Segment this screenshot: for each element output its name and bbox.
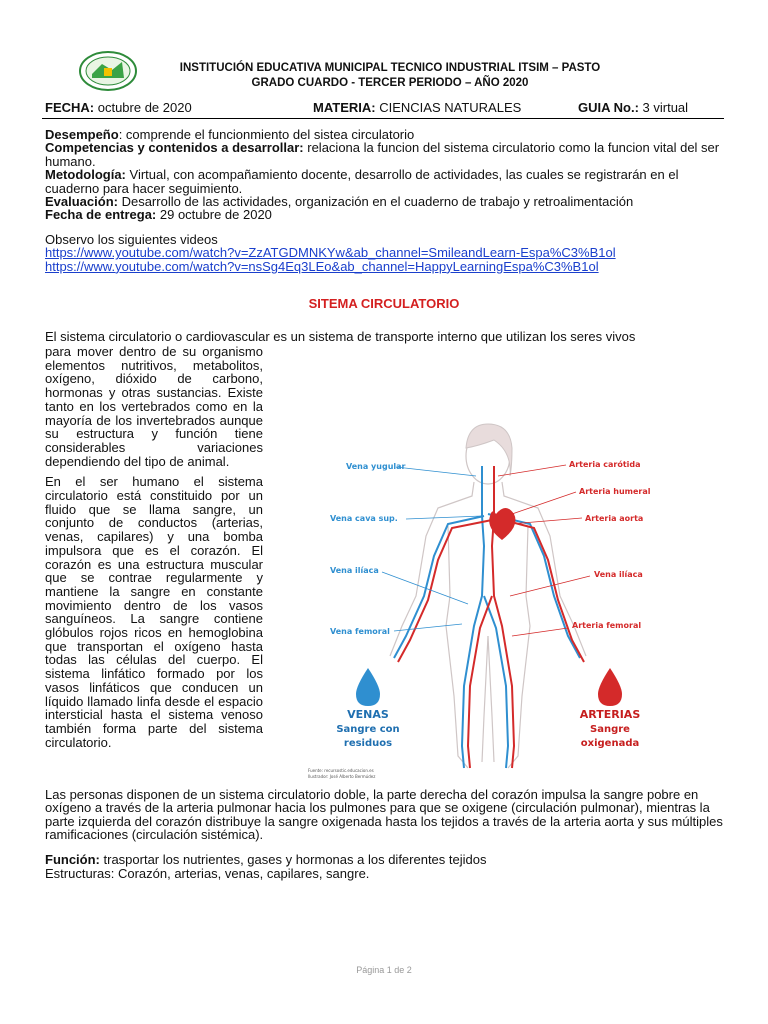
- venas-sub1: Sangre con: [336, 724, 400, 735]
- page-number: Página 1 de 2: [356, 965, 412, 975]
- label-arteria-carotida: Arteria carótida: [569, 460, 641, 469]
- competencias-line: Competencias y contenidos a desarrollar: relaciona la funcion del sistema circulatorio como la funcion vital del ser humano.: [45, 140, 720, 169]
- figure-source-1: Fuente: recursostic.educacion.es: [308, 768, 374, 773]
- veins: [394, 466, 580, 768]
- label-vena-iliaca-left: Vena ilíaca: [330, 566, 379, 575]
- venas-title: VENAS: [347, 708, 389, 721]
- funcion-line: Función: trasportar los nutrientes, gases y hormonas a los diferentes tejidos: [45, 852, 487, 867]
- fecha-field: FECHA: octubre de 2020: [45, 100, 192, 115]
- blue-drop-icon: [356, 668, 380, 706]
- details-block: [45, 128, 725, 222]
- video-link-2[interactable]: https://www.youtube.com/watch?v=nsSg4Eq3LEo&ab_channel=HappyLearningEspa%C3%B1ol: [45, 258, 599, 274]
- materia-field: MATERIA: CIENCIAS NATURALES: [313, 100, 522, 115]
- guia-field: GUIA No.: 3 virtual: [578, 100, 689, 115]
- figure-source-2: Ilustrador: José Alberto Bermúdez: [308, 774, 376, 779]
- venas-sub2: residuos: [343, 738, 393, 749]
- double-circulation-paragraph: Las personas disponen de un sistema circulatorio doble, la parte derecha del corazón impulsa la sangre pobre en oxígeno a través de la arteria pulmonar hacia los pulmones para que se oxigene (circulación pulmonar), mientras la parte izquierda del corazón distribuye la sangre oxigenada hasta los tejidos a través de la arteria aorta y sus múltiples ramificaciones (circulación sistémica).: [45, 787, 723, 843]
- metodologia-line: Metodología: Virtual, con acompañamiento docente, desarrollo de actividades, las cuales se registrarán en el cuaderno para hacer seguimiento.: [45, 167, 679, 196]
- label-vena-yugular: Vena yugular: [346, 462, 406, 471]
- circulatory-figure: [298, 396, 672, 784]
- left-column: [45, 345, 263, 749]
- red-drop-icon: [598, 668, 622, 706]
- intro-line: El sistema circulatorio o cardiovascular es un sistema de transporte interno que utilizan los seres vivos: [45, 329, 636, 344]
- paragraph-2: En el ser humano el sistema circulatorio está constituido por un fluido que se llama sangre, un conjunto de conductos (arterias, venas, capilares) y una bomba impulsora que es el corazón. El corazón es una estructura muscular que se contrae regularmente y mantiene la sangre en constante movimiento dentro de los vasos sanguíneos. La sangre contiene glóbulos rojos ricos en hemoglobina que transportan el oxígeno hasta todas las células del cuerpo. El sistema linfático formado por los vasos linfáticos que conducen un líquido llamado linfa desde el espacio intersticial hasta el sistema venoso también forma parte del sistema circulatorio.: [45, 474, 263, 750]
- label-arteria-aorta: Arteria aorta: [585, 514, 644, 523]
- desempeno-line: Desempeño: comprende el funcionmiento del sistea circulatorio: [45, 127, 415, 142]
- divider: [42, 118, 724, 119]
- hair-shape: [466, 424, 512, 476]
- evaluacion-line: Evaluación: Desarrollo de las actividades, organización en el cuaderno de trabajo y retroalimentación: [45, 194, 634, 210]
- video-link-1[interactable]: https://www.youtube.com/watch?v=ZzATGDMNKYw&ab_channel=SmileandLearn-Espa%C3%B1ol: [45, 245, 616, 261]
- label-vena-iliaca-right: Vena ilíaca: [594, 570, 643, 579]
- videos-block: [45, 233, 725, 273]
- videos-intro: Observo los siguientes videos: [45, 232, 218, 247]
- arterias-title: ARTERIAS: [579, 708, 641, 721]
- label-arteria-humeral: Arteria humeral: [579, 487, 651, 496]
- estructuras-line: Estructuras: Corazón, arterias, venas, capilares, sangre.: [45, 866, 370, 881]
- section-title: SITEMA CIRCULATORIO: [308, 296, 460, 311]
- arterias-sub1: Sangre: [590, 724, 630, 735]
- entrega-line: Fecha de entrega: 29 octubre de 2020: [45, 207, 272, 223]
- grade-period: GRADO CUARDO - TERCER PERIODO – AÑO 2020: [251, 77, 529, 89]
- label-arteria-femoral: Arteria femoral: [572, 621, 642, 630]
- vein-leaders: [382, 467, 482, 631]
- label-vena-femoral: Vena femoral: [330, 627, 390, 636]
- school-logo: [78, 50, 138, 92]
- institution-name: INSTITUCIÓN EDUCATIVA MUNICIPAL TECNICO INDUSTRIAL ITSIM – PASTO: [179, 62, 601, 74]
- arterias-sub2: oxigenada: [580, 738, 640, 749]
- paragraph-1: para mover dentro de su organismo elementos nutritivos, metabolitos, oxígeno, dióxido de carbono, hormonas y otras sustancias. Existe tanto en los vertebrados como en la mayoría de los invertebrados aunque su estructura y función tiene considerables variaciones dependiendo del tipo de animal.: [45, 344, 263, 469]
- label-vena-cava: Vena cava sup.: [330, 514, 398, 523]
